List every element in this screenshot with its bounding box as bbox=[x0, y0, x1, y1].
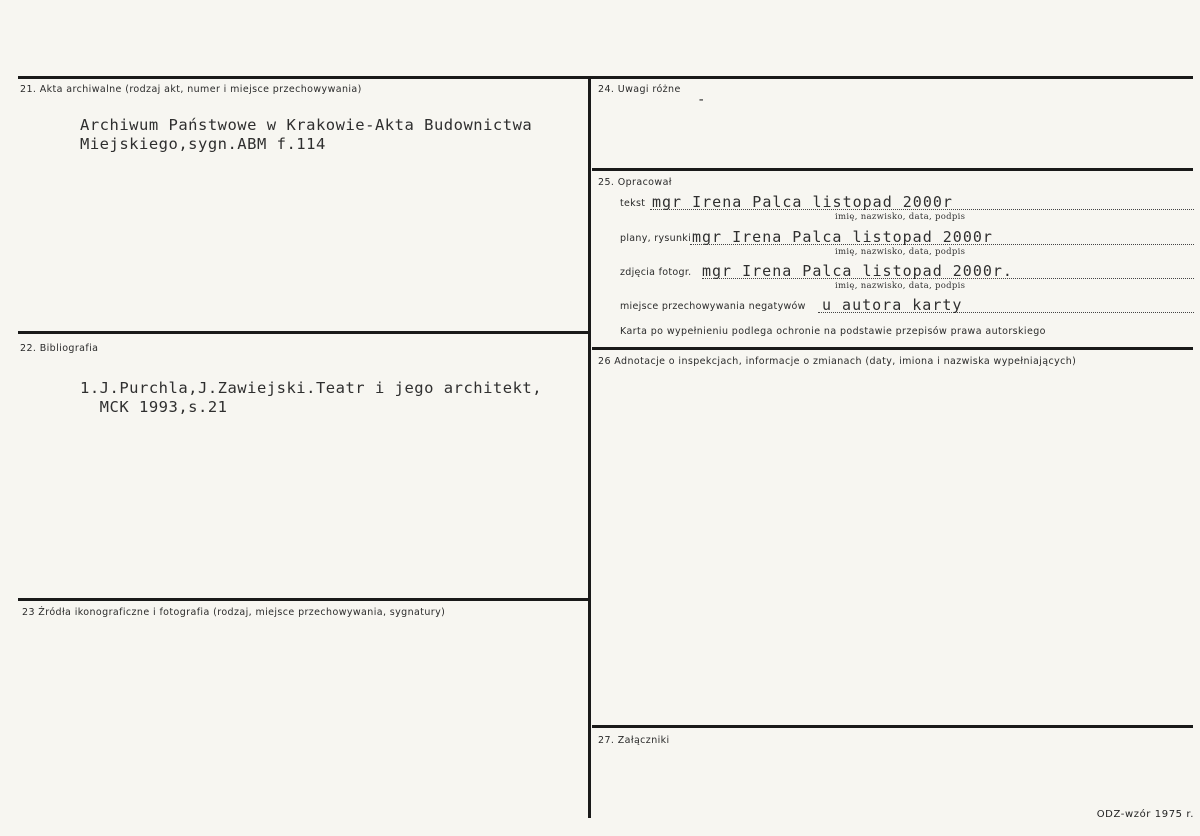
section-23-label: 23 Źródła ikonograficzne i fotografia (rodzaj, miejsce przechowywania, sygnatury) bbox=[22, 607, 446, 618]
tekst-value: mgr Irena Palca listopad 2000r bbox=[652, 193, 953, 211]
section-27-label: 27. Załączniki bbox=[598, 735, 670, 746]
divider-26-27 bbox=[592, 725, 1193, 728]
negatywy-label: miejsce przechowywania negatywów bbox=[620, 301, 806, 312]
zdjecia-label: zdjęcia fotogr. bbox=[620, 267, 692, 278]
row-plany bbox=[620, 225, 1194, 247]
zdjecia-hint: imię, nazwisko, data, podpis bbox=[835, 281, 966, 291]
divider-24-25 bbox=[592, 168, 1193, 171]
copyright-notice: Karta po wypełnieniu podlega ochronie na podstawie przepisów prawa autorskiego bbox=[620, 326, 1046, 337]
divider-25-26 bbox=[592, 347, 1193, 350]
tekst-label: tekst bbox=[620, 198, 646, 209]
top-rule bbox=[18, 76, 1193, 79]
section-21-text-line2: Miejskiego,sygn.ABM f.114 bbox=[80, 135, 326, 153]
section-24-label: 24. Uwagi różne bbox=[598, 84, 681, 95]
tekst-hint: imię, nazwisko, data, podpis bbox=[835, 212, 966, 222]
section-22-label: 22. Bibliografia bbox=[20, 343, 99, 354]
plany-label: plany, rysunki bbox=[620, 233, 692, 244]
row-tekst bbox=[620, 190, 1194, 212]
section-22-text-line1: 1.J.Purchla,J.Zawiejski.Teatr i jego architekt, bbox=[80, 379, 543, 397]
row-zdjecia bbox=[620, 259, 1194, 281]
divider-21-22 bbox=[18, 331, 588, 334]
form-footer: ODZ-wzór 1975 r. bbox=[1096, 809, 1194, 820]
section-24-value: - bbox=[697, 92, 706, 108]
section-21-text-line1: Archiwum Państwowe w Krakowie-Akta Budownictwa bbox=[80, 116, 533, 134]
section-25-label: 25. Opracował bbox=[598, 177, 672, 188]
center-divider bbox=[588, 76, 591, 818]
row-negatywy bbox=[620, 293, 1194, 315]
divider-22-23 bbox=[18, 598, 588, 601]
section-26-label: 26 Adnotacje o inspekcjach, informacje o zmianach (daty, imiona i nazwiska wypełniających) bbox=[598, 356, 1077, 367]
section-22-text-line2: MCK 1993,s.21 bbox=[80, 398, 228, 416]
section-21-label: 21. Akta archiwalne (rodzaj akt, numer i miejsce przechowywania) bbox=[20, 84, 362, 95]
plany-value: mgr Irena Palca listopad 2000r bbox=[692, 228, 993, 246]
plany-hint: imię, nazwisko, data, podpis bbox=[835, 247, 966, 257]
negatywy-value: u autora karty bbox=[822, 296, 963, 314]
zdjecia-value: mgr Irena Palca listopad 2000r. bbox=[702, 262, 1013, 280]
